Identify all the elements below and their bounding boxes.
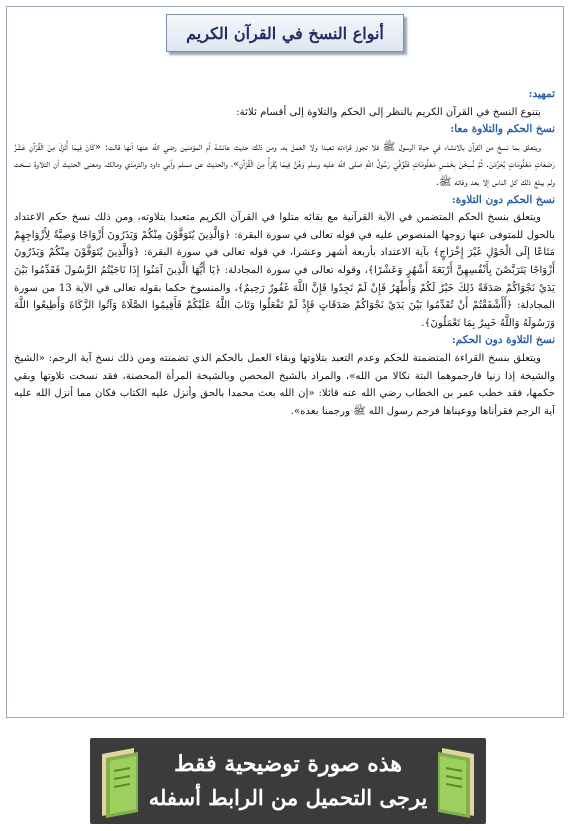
- banner-download-hint: يرجى التحميل من الرابط أسفله: [148, 785, 428, 810]
- book-icon: [432, 744, 482, 820]
- document-body: [14, 86, 555, 420]
- section2-heading: نسخ الحكم دون التلاوة:: [451, 193, 555, 206]
- book-icon: [94, 744, 144, 820]
- section3-heading: نسخ التلاوة دون الحكم:: [451, 334, 555, 347]
- banner-notice: هذه صورة توضيحية فقط: [174, 751, 402, 777]
- intro-heading: تمهيد:: [528, 88, 555, 100]
- page-title-text: أنواع النسخ في القرآن الكريم: [186, 23, 384, 43]
- intro-paragraph: يتنوع النسخ في القرآن الكريم بالنظر إلى الحكم والتلاوة إلى أقسام ثلاثة:: [236, 106, 541, 118]
- banner-text: [142, 738, 434, 824]
- section1-paragraph: ويتعلق بما نسخ من القرآن بالانشاء في حياة الرسول ﷺ فلا تجوز قراءته تعبدا ولا العمل به، ومن ذلك حديث عائشة أم المؤمنين رضي الله عنها أنها قالت: «كَانَ فِيمَا أُنْزِلَ مِنَ الْقُرْآنِ عَشْرُ رَضَعَاتٍ مَعْلُومَاتٍ يُحَرِّمْنَ. ثُمَّ نُسِخْنَ بِخَمْسٍ مَعْلُومَاتٍ فَتُوُفِّيَ رَسُولُ اللَّهِ صلى الله عليه وسلم وَهُنَّ فِيمَا يُقْرَأُ مِنَ الْقُرْآنِ»، والحديث عن مسلم وأبي داود والترمذي ومالك، ومعنى الحديث أن التلاوة نسخت ولم يبلغ ذلك كل الناس إلا بعد وفاته ﷺ.: [14, 141, 555, 188]
- section3-paragraph: ويتعلق بنسخ القراءة المتضمنة للحكم وعدم التعبد بتلاوتها وبقاء العمل بالحكم الذي تضمنته ومن ذلك نسخ آية الرجم: «الشيخ والشيخة إذا زنيا فارجموهما البتة نكالا من الله»، والمراد بالشيخ المحصن وبالشيخة المرأة المحصنة، فقد نسخت تلاوتها وبقي حكمها، فقد خطب عمر بن الخطاب رضي الله عنه قائلا: «إن الله بعث محمدا بالحق وأنزل عليه الكتاب فكان مما أنزل الله عليه آية الرجم فقرأناها ووعيناها فرجم رسول الله ﷺ ورجمنا بعده».: [14, 352, 555, 417]
- section1-heading: نسخ الحكم والتلاوة معا:: [450, 123, 555, 136]
- download-banner[interactable]: [90, 738, 486, 824]
- section2-paragraph: ويتعلق بنسخ الحكم المتضمن في الآية القرآنية مع بقائه متلوا في القرآن الكريم متعبدا بتلاوته، ومن ذلك نسخ حكم الاعتداد بالحول للمتوفى عنها زوجها المنصوص عليه في قوله تعالى في سورة البقرة: ﴿وَالَّذِينَ يُتَوَفَّوْنَ مِنْكُمْ وَيَذَرُونَ أَزْوَاجًا وَصِيَّةً لِأَزْوَاجِهِمْ مَتَاعًا إِلَى الْحَوْلِ غَيْرَ إِخْرَاجٍ﴾ بآية الاعتداد بأربعة أشهر وعشرا، في قوله تعالى في سورة البقرة: ﴿وَالَّذِينَ يُتَوَفَّوْنَ مِنْكُمْ وَيَذَرُونَ أَزْوَاجًا يَتَرَبَّصْنَ بِأَنْفُسِهِنَّ أَرْبَعَةَ أَشْهُرٍ وَعَشْرًا﴾، وقوله تعالى في سورة المجادلة: ﴿يَا أَيُّهَا الَّذِينَ آمَنُوا إِذَا نَاجَيْتُمُ الرَّسُولَ فَقَدِّمُوا بَيْنَ يَدَيْ نَجْوَاكُمْ صَدَقَةً ذَلِكَ خَيْرٌ لَكُمْ وَأَطْهَرُ فَإِنْ لَمْ تَجِدُوا فَإِنَّ اللَّهَ غَفُورٌ رَحِيمٌ﴾، والمنسوخ حكما بقوله تعالى في الآية 13 من سورة المجادلة: ﴿أَأَشْفَقْتُمْ أَنْ تُقَدِّمُوا بَيْنَ يَدَيْ نَجْوَاكُمْ صَدَقَاتٍ فَإِذْ لَمْ تَفْعَلُوا وَتَابَ اللَّهُ عَلَيْكُمْ فَأَقِيمُوا الصَّلَاةَ وَآتُوا الزَّكَاةَ وَأَطِيعُوا اللَّهَ وَرَسُولَهُ وَاللَّهُ خَبِيرٌ بِمَا تَعْمَلُونَ﴾.: [14, 212, 555, 329]
- page-title: [166, 14, 404, 52]
